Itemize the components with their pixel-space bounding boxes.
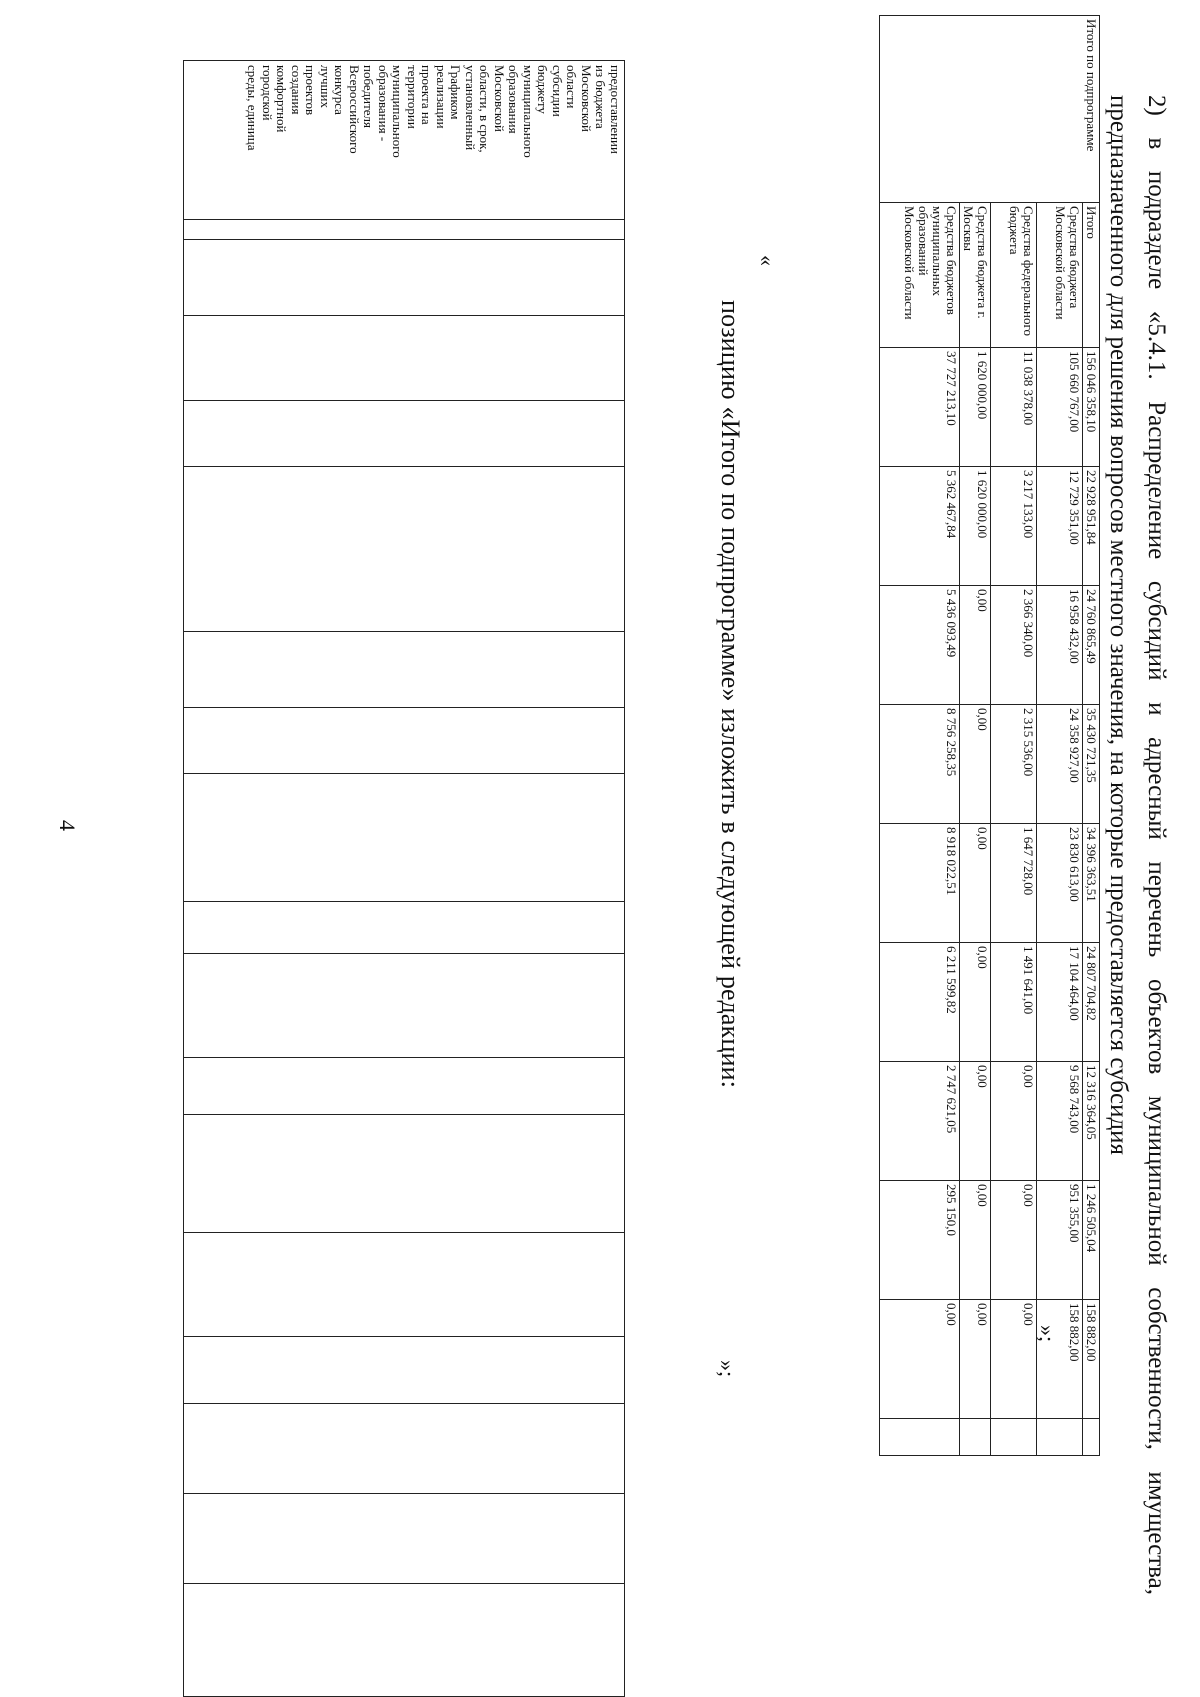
first-table-label-line: муниципального — [521, 65, 536, 158]
first-table-label-line: области, в срок, — [477, 65, 493, 153]
amount-cell: 0,00 — [960, 1181, 991, 1300]
subprogram-total-table — [879, 15, 1100, 1456]
first-table-cell — [184, 707, 625, 774]
amount-cell: 24 807 704,82 — [1083, 943, 1100, 1062]
amount-cell: 1 620 000,00 — [960, 467, 991, 586]
table-row — [991, 16, 1037, 1456]
amount-cell: 6 211 599,82 — [880, 943, 960, 1062]
amount-cell: 12 316 364,05 — [1083, 1062, 1100, 1181]
funding-source: Средства федерального бюджета — [991, 203, 1037, 348]
amount-cell: 105 660 767,00 — [1037, 348, 1083, 467]
first-table-label — [243, 61, 624, 219]
first-table-cell — [184, 901, 625, 953]
first-table-label-line: образования - — [376, 65, 391, 142]
first-table-cell — [184, 1337, 625, 1404]
amount-cell: 0,00 — [960, 1062, 991, 1181]
amount-cell: 0,00 — [960, 824, 991, 943]
amount-cell: 2 747 621,05 — [880, 1062, 960, 1181]
first-table-label-line: реализации — [434, 65, 449, 129]
first-table-closing: »; — [715, 1360, 740, 1378]
amendment-paragraph: 2) в подразделе «5.4.1. Распределение субсидий и адресный перечень объектов муниципальной собственности, имущества, предназначенного для решения вопросов местного значения, на которые предоставляется субсидия — [1105, 95, 1170, 1595]
first-table-label-line: создания — [289, 65, 304, 115]
amount-cell: 23 830 613,00 — [1037, 824, 1083, 943]
first-table-cell — [184, 1583, 625, 1696]
first-table-label-line: среды, единица — [245, 65, 261, 151]
empty-cell — [991, 1419, 1037, 1456]
amount-cell: 5 436 093,49 — [880, 586, 960, 705]
empty-cell — [880, 1419, 960, 1456]
funding-source: Средства бюджетов муниципальных образований Московской области — [880, 203, 960, 348]
amount-cell: 16 958 432,00 — [1037, 586, 1083, 705]
amount-cell: 8 918 022,51 — [880, 824, 960, 943]
table-row — [1083, 16, 1100, 1456]
amount-cell: 22 928 951,84 — [1083, 467, 1100, 586]
first-table-label-line: образования — [506, 65, 522, 134]
amount-cell: 2 366 340,00 — [991, 586, 1037, 705]
first-table-cell — [184, 632, 625, 708]
first-table-cell — [184, 1493, 625, 1583]
amount-cell: 0,00 — [991, 1300, 1037, 1419]
first-table-label-line: Московской — [579, 65, 594, 132]
first-table-label-line: конкурса — [332, 65, 348, 115]
funding-source: Средства бюджета г. Москвы — [960, 203, 991, 348]
amount-cell: 0,00 — [880, 1300, 960, 1419]
amount-cell: 35 430 721,35 — [1083, 705, 1100, 824]
first-table-cell — [184, 400, 625, 467]
first-table-label-line: комфортной — [274, 65, 290, 133]
amount-cell: 0,00 — [960, 705, 991, 824]
table-row — [1037, 16, 1083, 1456]
first-table-cell — [184, 1233, 625, 1337]
subprogram-heading: Итого по подпрограмме — [880, 16, 1100, 203]
amount-cell: 17 104 464,00 — [1037, 943, 1083, 1062]
amount-cell: 1 246 505,04 — [1083, 1181, 1100, 1300]
amount-cell: 9 568 743,00 — [1037, 1062, 1083, 1181]
amount-cell: 951 355,00 — [1037, 1181, 1083, 1300]
table-row — [880, 16, 960, 1456]
first-table-label-line: муниципального — [390, 65, 406, 158]
first-table-label-line: Московской — [492, 65, 507, 132]
amount-cell: 0,00 — [960, 586, 991, 705]
empty-cell — [1083, 1419, 1100, 1456]
first-table-label-line: проектов — [303, 65, 319, 116]
funding-source: Средства бюджета Московской области — [1037, 203, 1083, 348]
amount-cell: 11 038 378,00 — [991, 348, 1037, 467]
first-table-cell — [184, 315, 625, 400]
first-table-cell — [184, 239, 625, 315]
empty-cell — [960, 1419, 991, 1456]
table-row — [960, 16, 991, 1456]
amount-cell: 3 217 133,00 — [991, 467, 1037, 586]
amount-cell: 1 647 728,00 — [991, 824, 1037, 943]
first-table-cell — [184, 220, 625, 240]
first-table-label-line: бюджету — [535, 65, 551, 114]
amount-cell: 0,00 — [960, 1300, 991, 1419]
first-table — [183, 60, 625, 1697]
first-table-label-line: победителя — [361, 65, 377, 128]
amount-cell: 24 358 927,00 — [1037, 705, 1083, 824]
first-table-cell — [184, 1403, 625, 1493]
funding-source: Итого — [1083, 203, 1100, 348]
amount-cell: 158 882,00 — [1037, 1300, 1083, 1419]
first-table-label-line: городской — [260, 65, 275, 121]
amount-cell: 295 150,0 — [880, 1181, 960, 1300]
amount-cell: 0,00 — [960, 943, 991, 1062]
first-table-cell — [184, 774, 625, 901]
first-table-label-line: субсидии — [550, 65, 565, 117]
amount-cell: 5 362 467,84 — [880, 467, 960, 586]
first-table-label-line: Графиком — [448, 65, 464, 120]
empty-cell — [1037, 1419, 1083, 1456]
amount-cell: 0,00 — [991, 1181, 1037, 1300]
first-table-label-line: предоставлении — [608, 65, 623, 154]
first-table-label-line: установленный — [463, 65, 478, 151]
amount-cell: 37 727 213,10 — [880, 348, 960, 467]
amount-cell: 34 396 363,51 — [1083, 824, 1100, 943]
first-table-label-line: лучших — [318, 65, 333, 108]
amount-cell: 2 315 536,00 — [991, 705, 1037, 824]
first-table-cell — [184, 1058, 625, 1115]
first-table-cell — [184, 467, 625, 632]
amount-cell: 24 760 865,49 — [1083, 586, 1100, 705]
amount-cell: 1 491 641,00 — [991, 943, 1037, 1062]
amount-cell: 158 882,00 — [1083, 1300, 1100, 1419]
amount-cell: 8 756 258,35 — [880, 705, 960, 824]
first-table-label-line: Всероссийского — [347, 65, 362, 154]
subprogram-total-table-body — [880, 16, 1100, 1456]
amount-cell: 156 046 358,10 — [1083, 348, 1100, 467]
amount-cell: 1 620 000,00 — [960, 348, 991, 467]
first-table-label-line: проекта на — [419, 65, 435, 125]
first-table-label-cell — [184, 61, 625, 220]
first-table-label-line: из бюджета — [593, 65, 609, 129]
opening-quote: « — [755, 255, 780, 266]
first-table-label-line: области — [564, 65, 580, 109]
intro-text: позицию «Итого по подпрограмме» изложить в следующей редакции: — [716, 300, 745, 1089]
first-table-label-line: территории — [405, 65, 420, 129]
first-table-cell — [184, 954, 625, 1058]
amount-cell: 12 729 351,00 — [1037, 467, 1083, 586]
second-table-closing: »; — [1035, 1325, 1060, 1343]
page-number: 4 — [55, 820, 80, 831]
amount-cell: 0,00 — [991, 1062, 1037, 1181]
first-table-cell — [184, 1115, 625, 1233]
